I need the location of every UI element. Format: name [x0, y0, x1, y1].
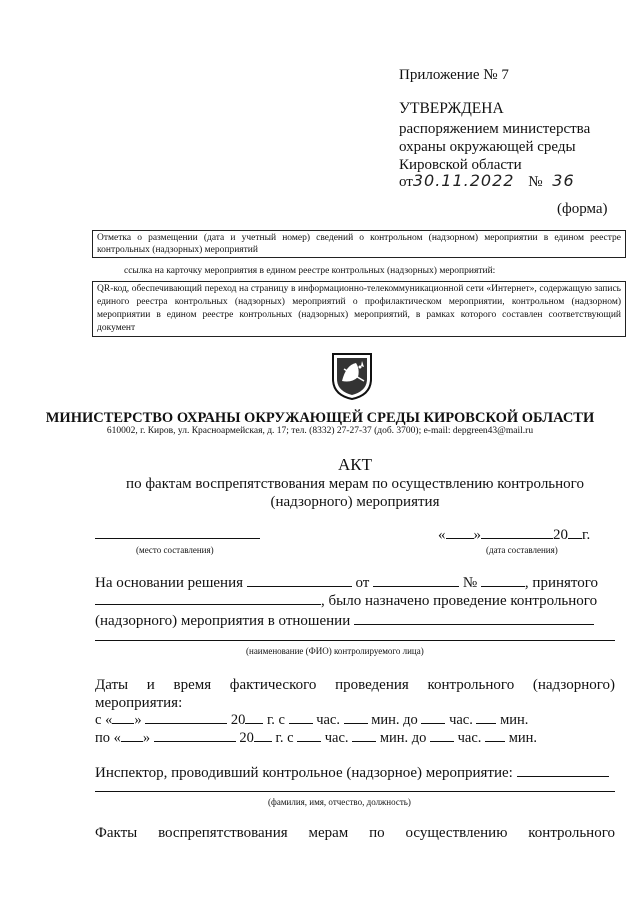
- approval-date-row: [399, 172, 575, 191]
- place-line: [95, 538, 260, 539]
- basis-text-number: №: [462, 575, 478, 591]
- to-to-min-label: мин.: [508, 730, 538, 746]
- from-g-s: г. с: [266, 712, 285, 728]
- number-label: №: [528, 174, 543, 190]
- date-to-row: [95, 729, 537, 747]
- controlled-person-blank[interactable]: [354, 612, 594, 625]
- basis-line-2: [95, 592, 597, 610]
- approved-label: УТВЕРЖДЕНА: [399, 100, 504, 117]
- inspector-row: [95, 764, 609, 782]
- date-field: [438, 526, 590, 544]
- decision-blank[interactable]: [247, 574, 352, 587]
- quote-open: «: [113, 730, 121, 746]
- quote-close: »: [134, 712, 142, 728]
- from-label: с: [95, 712, 102, 728]
- act-subtitle-line-2: (надзорного) мероприятия: [270, 494, 440, 510]
- controlled-person-line: [95, 640, 615, 641]
- date-caption: (дата составления): [486, 545, 558, 555]
- inspector-caption: (фамилия, имя, отчество, должность): [268, 797, 411, 807]
- to-hour-blank[interactable]: [297, 729, 321, 742]
- to-year: 20: [239, 730, 254, 746]
- to-min-blank[interactable]: [352, 729, 376, 742]
- to-to-hour-blank[interactable]: [430, 729, 454, 742]
- inspector-label: Инспектор, проводивший контрольное (надзорное) мероприятие:: [95, 765, 513, 781]
- to-g-s: г. с: [275, 730, 294, 746]
- registry-link-label: ссылка на карточку мероприятия в едином реестре контрольных (надзорных) мероприятий:: [124, 266, 496, 276]
- basis-line-3: [95, 612, 594, 630]
- ministry-address: 610002, г. Киров, ул. Красноармейская, д. 17; тел. (8332) 27-27-37 (доб. 3700); e-mail: depgreen43@mail.ru: [106, 426, 534, 436]
- to-min-to-label: мин. до: [379, 730, 427, 746]
- dates-line-2: мероприятия:: [95, 695, 183, 711]
- approval-date-handwritten: 30.11.2022: [412, 171, 515, 190]
- inspector-line: [95, 791, 615, 792]
- year-prefix: 20: [553, 527, 568, 543]
- from-month-blank[interactable]: [145, 711, 227, 724]
- controlled-person-caption: (наименование (ФИО) контролируемого лица): [246, 646, 424, 656]
- dates-line-1: Даты и время фактического проведения контрольного (надзорного): [95, 677, 615, 693]
- qr-code-box: QR-код, обеспечивающий переход на страницу в информационно-телекоммуникационной сети «Интернет», содержащую запись единого реестра контрольных (надзорных) мероприятий о профилактическом мероприятии, контрольном (надзорном) мероприятии в едином реестре контрольных (надзорных) мероприятий, в рамках которого составлен соответствующий документ: [92, 281, 626, 337]
- to-day-blank[interactable]: [121, 729, 143, 742]
- act-title: АКТ: [338, 455, 372, 474]
- from-min-to-label: мин. до: [371, 712, 418, 728]
- year-blank[interactable]: [568, 526, 582, 539]
- quote-close: »: [473, 527, 481, 543]
- from-day-blank[interactable]: [112, 711, 134, 724]
- basis-text-from: от: [355, 575, 370, 591]
- from-year: 20: [230, 712, 246, 728]
- decision-date-blank[interactable]: [373, 574, 459, 587]
- basis-text-4: , принятого: [524, 575, 599, 591]
- day-blank[interactable]: [446, 526, 474, 539]
- from-to-hour-blank[interactable]: [421, 711, 445, 724]
- facts-line: Факты воспрепятствования мерам по осуществлению контрольного: [95, 825, 615, 841]
- month-blank[interactable]: [481, 526, 553, 539]
- approval-line-3: Кировской области: [399, 157, 522, 173]
- from-to-hours-label: час.: [449, 712, 473, 728]
- from-label: от: [399, 174, 413, 190]
- approval-line-2: охраны окружающей среды: [399, 139, 576, 155]
- form-label: (форма): [557, 201, 608, 217]
- to-label: по: [95, 730, 111, 746]
- from-hours-label: час.: [316, 712, 340, 728]
- quote-close: »: [142, 730, 151, 746]
- approval-number-handwritten: 36: [552, 171, 575, 190]
- registry-mark-box: Отметка о размещении (дата и учетный номер) сведений о контрольном (надзорном) мероприятии в едином реестре контрольных (надзорных) мероприятий: [92, 230, 626, 258]
- ministry-name: МИНИСТЕРСТВО ОХРАНЫ ОКРУЖАЮЩЕЙ СРЕДЫ КИРОВСКОЙ ОБЛАСТИ: [45, 410, 595, 426]
- to-to-min-blank[interactable]: [485, 729, 505, 742]
- to-year-blank[interactable]: [254, 729, 272, 742]
- basis-text-1: На основании решения: [95, 575, 243, 591]
- decision-author-blank[interactable]: [95, 592, 321, 605]
- from-hour-blank[interactable]: [289, 711, 313, 724]
- from-to-min-label: мин.: [500, 712, 529, 728]
- coat-of-arms-emblem: [330, 351, 374, 401]
- basis-text-6: (надзорного) мероприятия в отношении: [95, 613, 351, 629]
- from-min-blank[interactable]: [344, 711, 368, 724]
- basis-text-5: , было назначено проведение контрольного: [321, 593, 598, 609]
- act-subtitle-line-1: по фактам воспрепятствования мерам по осуществлению контрольного: [126, 476, 584, 492]
- basis-line-1: [95, 574, 598, 592]
- inspector-blank[interactable]: [517, 764, 609, 777]
- to-to-hours-label: час.: [457, 730, 482, 746]
- place-caption: (место составления): [136, 545, 214, 555]
- date-from-row: [95, 711, 528, 729]
- year-suffix: г.: [582, 527, 591, 543]
- approval-line-1: распоряжением министерства: [399, 121, 591, 137]
- to-month-blank[interactable]: [154, 729, 236, 742]
- from-year-blank[interactable]: [245, 711, 263, 724]
- appendix-label: Приложение № 7: [399, 67, 509, 83]
- decision-number-blank[interactable]: [481, 574, 525, 587]
- from-to-min-blank[interactable]: [476, 711, 496, 724]
- to-hours-label: час.: [324, 730, 349, 746]
- quote-open: «: [105, 712, 113, 728]
- quote-open: «: [438, 527, 446, 543]
